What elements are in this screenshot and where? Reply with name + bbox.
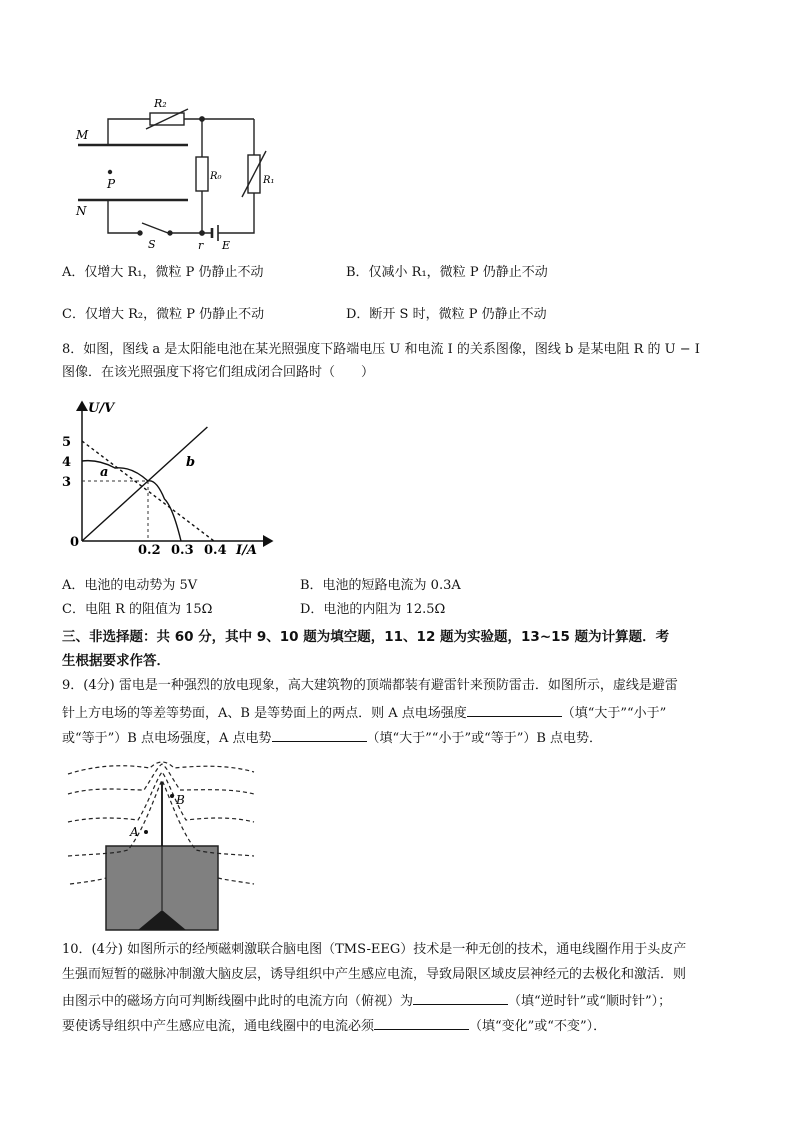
q8-option-d: D．电池的内阻为 12.5Ω <box>300 602 446 617</box>
point-b <box>170 794 174 798</box>
q9-line2-tail: （填“大于”“小于” <box>561 706 667 721</box>
label-n: N <box>76 204 87 218</box>
lightning-rod-figure <box>66 760 256 932</box>
series-b-label: b <box>186 455 196 470</box>
series-a-label: a <box>100 465 109 480</box>
resistor-r0 <box>196 157 208 191</box>
q7-option-c: C．仅增大 R₂，微粒 P 仍静止不动 <box>62 307 265 322</box>
equipotential-line <box>68 772 254 822</box>
y-axis-label: U/V <box>88 401 115 416</box>
q8-stem-line1: 8．如图，图线 a 是太阳能电池在某光照强度下路端电压 U 和电流 I 的关系图像，图线 b 是某电阻 R 的 U − I <box>62 342 700 357</box>
q10-line1: 10．(4分) 如图所示的经颅磁刺激联合脑电图（TMS-EEG）技术是一种无创的技术，通电线圈作用于头皮产 <box>62 942 687 957</box>
section3-heading-line2: 生根据要求作答． <box>62 653 170 669</box>
label-r1: R₁ <box>263 175 275 186</box>
x-tick-label: 0.4 <box>204 543 227 558</box>
y-tick-label: 3 <box>62 475 72 490</box>
q9-line3-tail: （填“大于”“小于”或“等于”）B 点电势． <box>366 731 603 746</box>
q10-line4 <box>62 1016 606 1036</box>
q10-line4-text: 要使诱导组织中产生感应电流，通电线圈中的电流必须 <box>62 1019 375 1034</box>
q9-line3-text: 或“等于”）B 点电场强度，A 点电势 <box>62 731 272 746</box>
label-r0: R₀ <box>210 171 222 182</box>
label-p: P <box>107 177 116 191</box>
equipotential-line <box>68 764 254 794</box>
q9-line3 <box>62 728 602 748</box>
label-a: A <box>130 825 139 839</box>
label-r2: R₂ <box>154 97 167 110</box>
equipotential-line <box>218 878 254 884</box>
y-tick-label: 4 <box>62 455 72 470</box>
y-tick-label: 5 <box>62 435 72 450</box>
q10-line2: 生强而短暂的磁脉冲制激大脑皮层，诱导组织中产生感应电流，导致局限区域皮层神经元的去极化和激活．则 <box>62 967 687 982</box>
section3-heading-line1: 三、非选择题：共 60 分，其中 9、10 题为填空题，11、12 题为实验题，13~15 题为计算题．考 <box>62 629 670 645</box>
q10-line4-tail: （填“变化”或“不变”）． <box>469 1019 607 1034</box>
x-tick-label: 0.2 <box>138 543 161 558</box>
x-tick-label: 0.3 <box>171 543 194 558</box>
q10-blank-1[interactable] <box>413 991 508 1005</box>
label-b: B <box>176 793 185 807</box>
q9-line2-text: 针上方电场的等差等势面，A、B 是等势面上的两点．则 A 点电场强度 <box>62 706 467 721</box>
q9-blank-2[interactable] <box>272 728 367 742</box>
q9-blank-1[interactable] <box>467 703 562 717</box>
origin-label: 0 <box>70 535 80 550</box>
label-r: r <box>198 239 204 252</box>
q10-line3-tail: （填“逆时针”或“顺时针”）； <box>508 994 672 1009</box>
q7-option-d: D．断开 S 时，微粒 P 仍静止不动 <box>346 307 547 322</box>
q8-option-b: B．电池的短路电流为 0.3A <box>300 578 461 593</box>
equipotential-line <box>68 762 254 774</box>
q10-line3-text: 由图示中的磁场方向可判断线圈中此时的电流方向（俯视）为 <box>62 994 414 1009</box>
x-axis-label: I/A <box>236 543 257 558</box>
q9-line2 <box>62 703 666 723</box>
series-a-line <box>82 461 181 541</box>
equipotential-line <box>70 878 106 884</box>
q10-blank-2[interactable] <box>374 1016 469 1030</box>
q9-line1: 9．(4分) 雷电是一种强烈的放电现象，高大建筑物的顶端都装有避雷针来预防雷击．如图所示，虚线是避雷 <box>62 678 678 693</box>
label-e: E <box>222 239 231 252</box>
q8-option-a: A．电池的电动势为 5V <box>62 578 198 593</box>
switch-s <box>142 223 168 233</box>
point-a <box>144 830 148 834</box>
label-m: M <box>76 128 89 142</box>
label-s: S <box>148 238 156 251</box>
q7-option-a: A．仅增大 R₁，微粒 P 仍静止不动 <box>62 265 264 280</box>
circuit-diagram <box>70 95 300 255</box>
series-b-line <box>82 427 207 541</box>
q7-option-b: B．仅减小 R₁，微粒 P 仍静止不动 <box>346 265 548 280</box>
q10-line3 <box>62 991 671 1011</box>
ui-chart <box>60 396 280 564</box>
q8-stem-line2: 图像．在该光照强度下将它们组成闭合回路时（ ） <box>62 365 375 380</box>
q8-option-c: C．电阻 R 的阻值为 15Ω <box>62 602 213 617</box>
particle-p <box>108 170 112 174</box>
